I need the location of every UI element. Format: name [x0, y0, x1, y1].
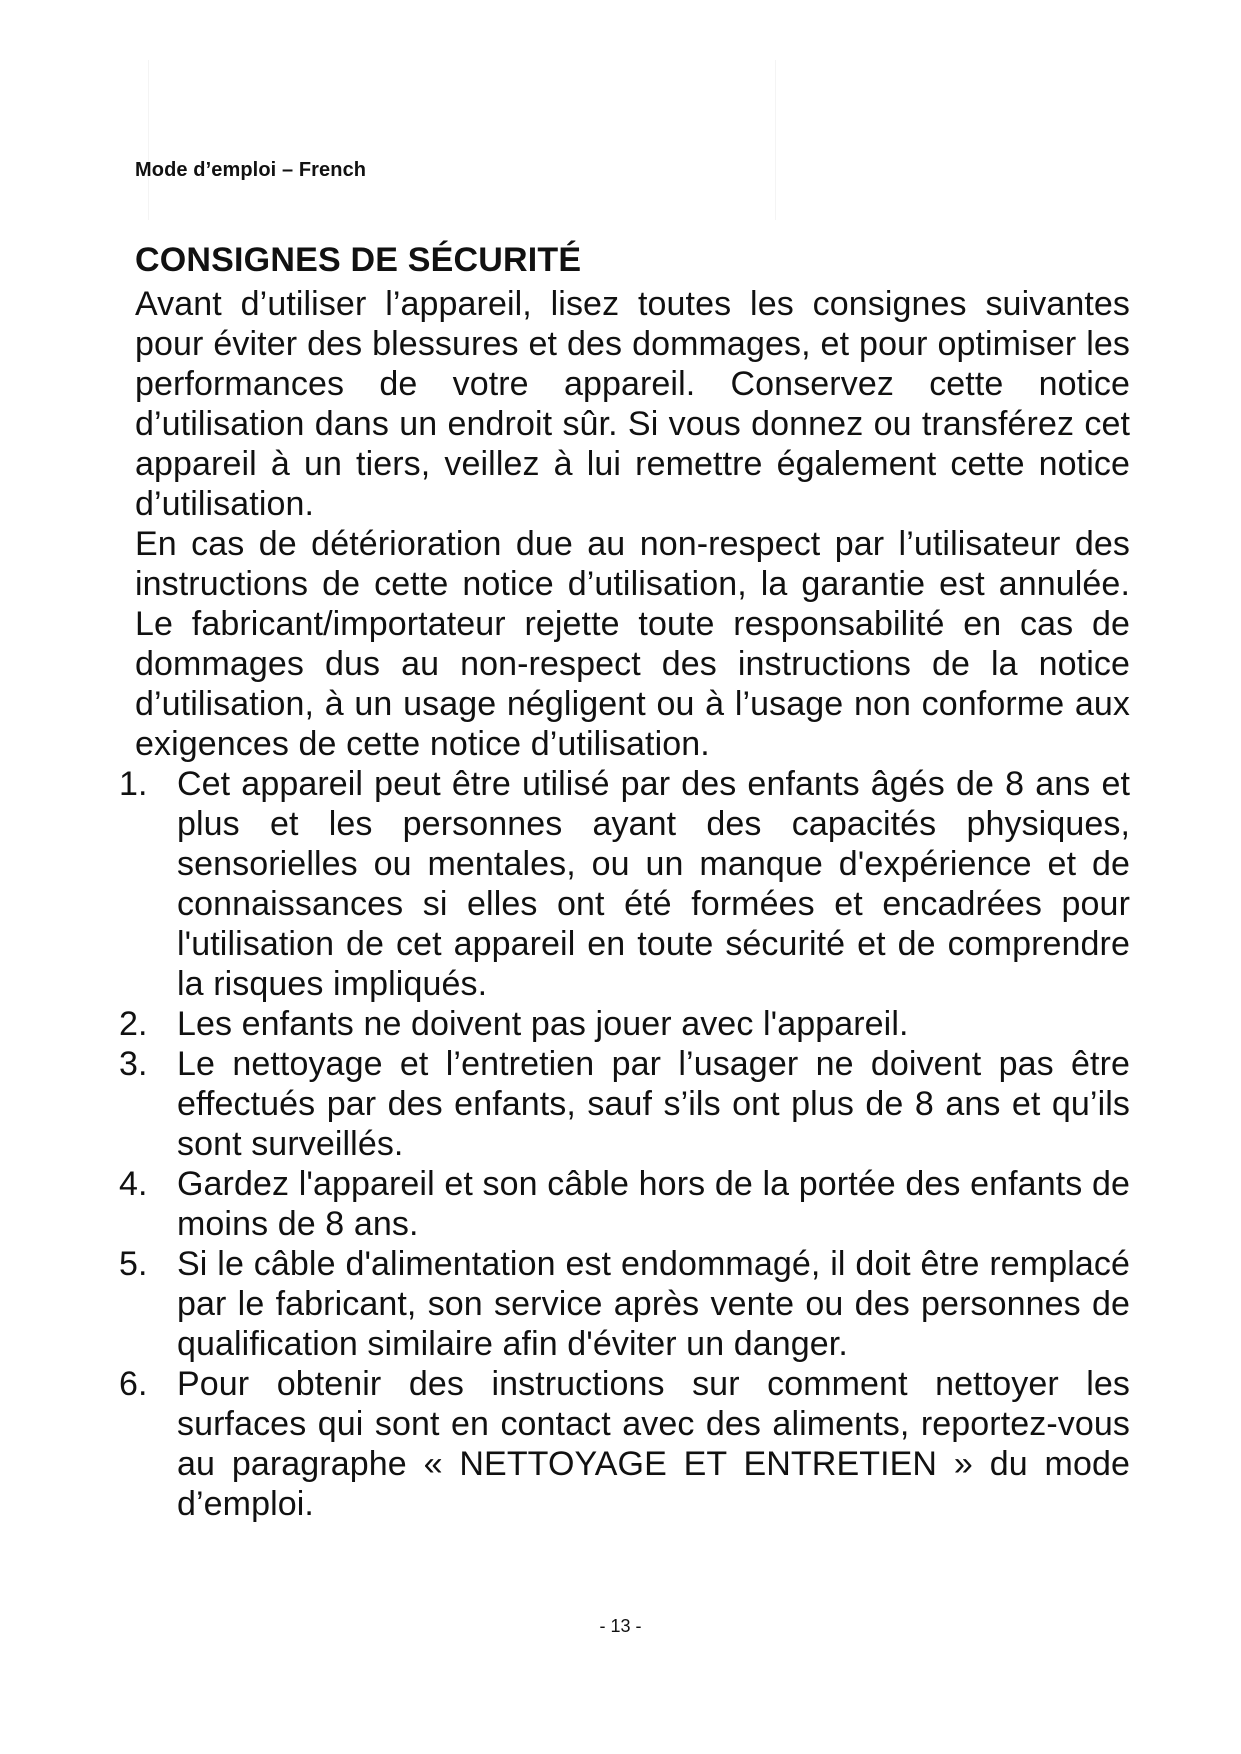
safety-section — [119, 236, 1130, 1524]
list-item — [119, 1364, 1130, 1524]
list-item-text: Gardez l'appareil et son câble hors de la portée des enfants de moins de 8 ans. — [177, 1165, 1130, 1243]
list-item-number: 5. — [119, 1245, 148, 1283]
intro-paragraph: Avant d’utiliser l’appareil, lisez toutes les consignes suivantes pour éviter des blessures et des dommages, et pour optimiser les performances de votre appareil. Conservez cette notice d’utilisation dans un endroit sûr. Si vous donnez ou transférez cet appareil à un tiers, veillez à lui remettre également cette notice d’utilisation. — [135, 285, 1130, 523]
list-item-text: Les enfants ne doivent pas jouer avec l'appareil. — [177, 1005, 909, 1043]
list-item-text: Si le câble d'alimentation est endommagé, il doit être remplacé par le fabricant, son service après vente ou des personnes de qualification similaire afin d'éviter un danger. — [177, 1245, 1130, 1363]
list-item-number: 3. — [119, 1045, 148, 1083]
safety-instructions-list — [119, 764, 1130, 1524]
list-item-text: Cet appareil peut être utilisé par des enfants âgés de 8 ans et plus et les personnes ayant des capacités physiques, sensorielles ou mentales, ou un manque d'expérience et de connaissances si elles ont été formées et encadrées pour l'utilisation de cet appareil en toute sécurité et de comprendre la risques impliqués. — [177, 765, 1130, 1003]
warranty-paragraph: En cas de détérioration due au non-respect par l’utilisateur des instructions de cette notice d’utilisation, la garantie est annulée. Le fabricant/importateur rejette toute responsabilité en cas de dommages dus au non-respect des instructions de la notice d’utilisation, à un usage négligent ou à l’usage non conforme aux exigences de cette notice d’utilisation. — [135, 525, 1130, 763]
list-item — [119, 1044, 1130, 1164]
list-item — [119, 1244, 1130, 1364]
list-item — [119, 764, 1130, 1004]
section-title: CONSIGNES DE SÉCURITÉ — [135, 241, 582, 279]
list-item — [119, 1004, 1130, 1044]
list-item-number: 2. — [119, 1005, 148, 1043]
list-item-number: 1. — [119, 765, 148, 803]
scan-artifact-line — [775, 60, 776, 220]
list-item-number: 6. — [119, 1365, 148, 1403]
page-header: Mode d’emploi – French — [135, 159, 367, 181]
list-item — [119, 1164, 1130, 1244]
list-item-text: Pour obtenir des instructions sur comment nettoyer les surfaces qui sont en contact avec des aliments, reportez-vous au paragraphe « NETTOYAGE ET ENTRETIEN » du mode d’emploi. — [177, 1365, 1130, 1523]
page-number: - 13 - — [599, 1616, 642, 1636]
list-item-number: 4. — [119, 1165, 148, 1203]
list-item-text: Le nettoyage et l’entretien par l’usager ne doivent pas être effectués par des enfants, sauf s’ils ont plus de 8 ans et qu’ils sont surveillés. — [177, 1045, 1130, 1163]
scan-artifact-line — [148, 60, 149, 220]
